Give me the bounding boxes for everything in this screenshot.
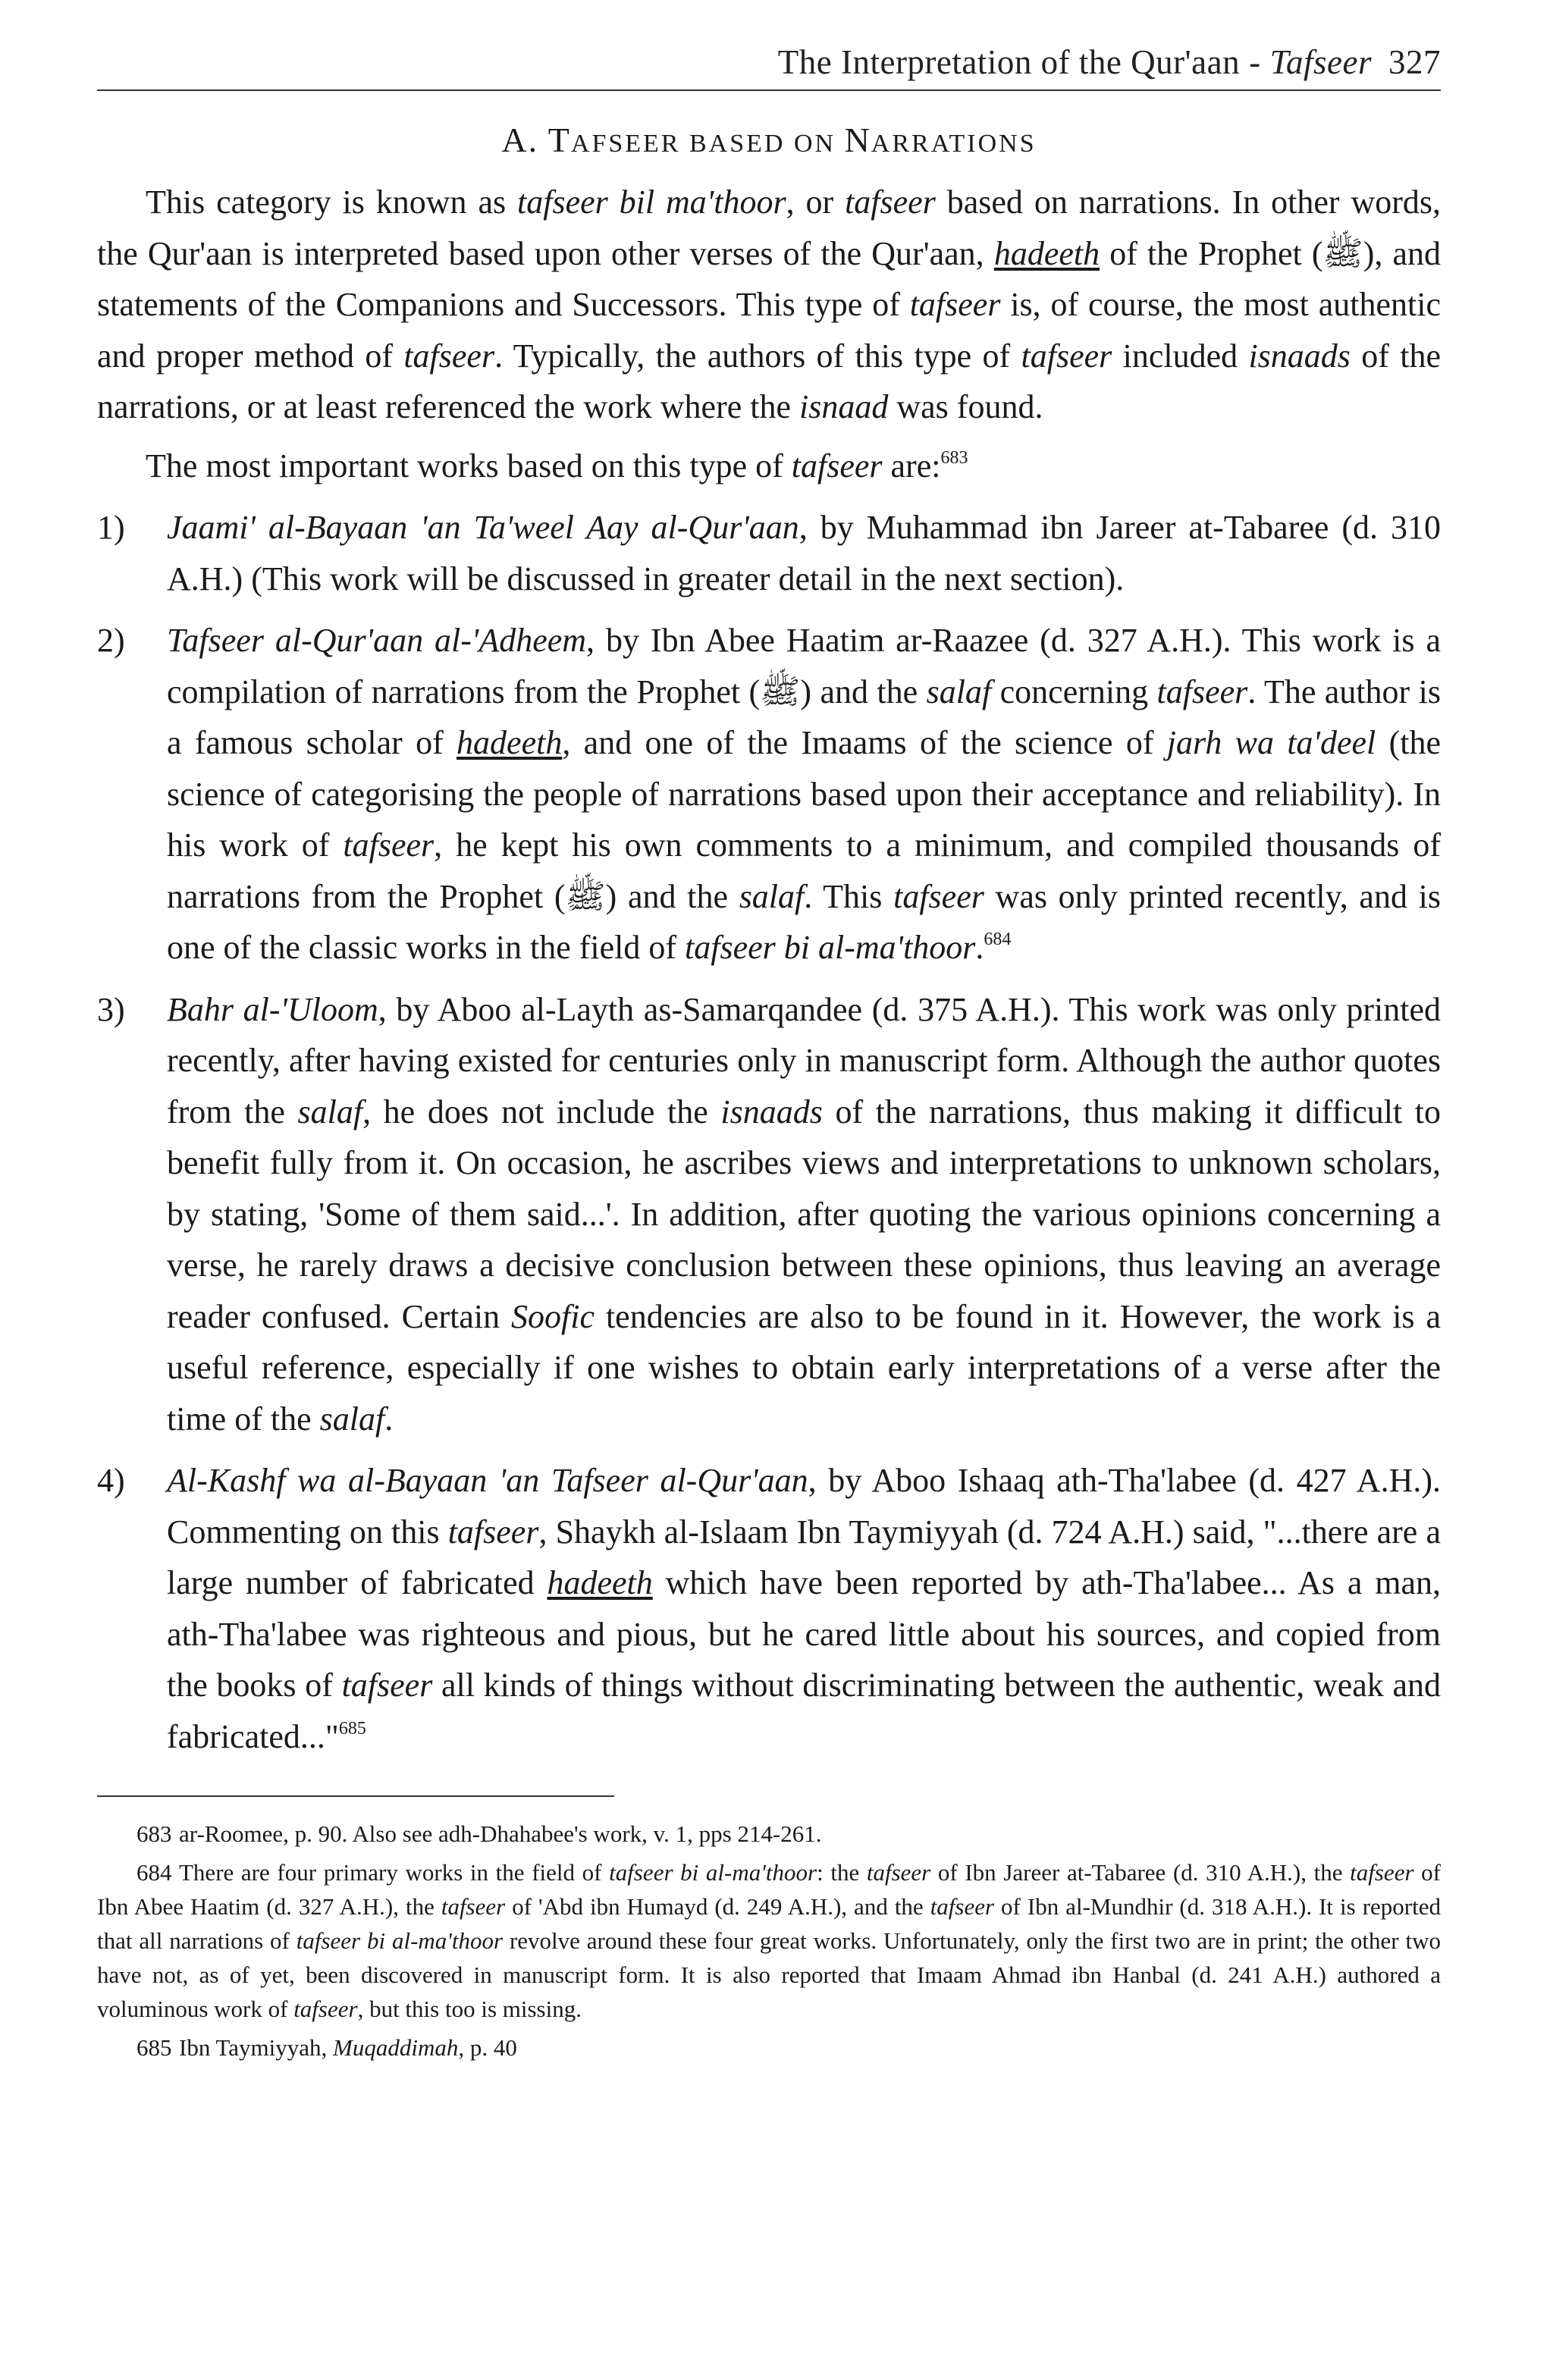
list-item-number: 2) [97,622,125,659]
running-head-title: The Interpretation of the Qur'aan [777,43,1241,81]
list-item-text: Tafseer al-Qur'aan al-'Adheem, by Ibn Abee Haatim ar-Raazee (d. 327 A.H.). This work is a compilation of narrations from the Prophet (ﷺ) and the salaf concerning tafseer. The author is a famous scholar of hadeeth, and one of the Imaams of the science of jarh wa ta'deel (the science of categorising the people of narrations based upon their acceptance and reliability). In his work of tafseer, he kept his own comments to a minimum, and compiled thousands of narrations from the Prophet (ﷺ) and the salaf. This tafseer was only printed recently, and is one of the classic works in the field of tafseer bi al-ma'thoor.$^{684}$ [167,622,1442,966]
section-heading-part-2: ARRATIONS [871,130,1037,158]
lead-paragraph: The most important works based on this type of tafseer are:$^{683}$ [146,447,968,484]
footnote-number: 685 [136,2034,172,2061]
list-item-number: 3) [97,990,125,1028]
list-item [97,502,1441,604]
footnote-683: 683 ar-Roomee, p. 90. Also see adh-Dhahabee's work, v. 1, pps 214-261. [97,1817,1441,1851]
list-item-number: 1) [97,509,125,546]
page-number: 327 [1388,43,1441,81]
intro-paragraph: This category is known as tafseer bil ma'thoor, or tafseer based on narrations. In other words, the Qur'aan is interpreted based upon other verses of the Qur'aan, hadeeth of the Prophet (ﷺ), and statements of the Companions and Successors. This type of tafseer is, of course, the most authentic and proper method of tafseer. Typically, the authors of this type of tafseer included isnaads of the narrations, or at least referenced the work where the isnaad was found. [97,183,1442,425]
footnote-685: 685 Ibn Taymiyyah, Muqaddimah, p. 40 [97,2030,1441,2065]
list-item [97,984,1441,1445]
list-item-text: Jaami' al-Bayaan 'an Ta'weel Aay al-Qur'aan, by Muhammad ibn Jareer at-Tabaree (d. 310 A.H.) (This work will be discussed in greater detail in the next section). [167,509,1441,597]
footnote-number: 684 [136,1859,172,1886]
footnote-ref-683[interactable]: 683 [940,447,968,468]
footnote-ref-684[interactable]: 684 [984,930,1012,949]
list-item-text: Bahr al-'Uloom, by Aboo al-Layth as-Samarqandee (d. 375 A.H.). This work was only printed recently, after having existed for centuries only in manuscript form. Although the author quotes from the salaf, he does not include the isnaads of the narrations, thus making it difficult to benefit fully from it. On occasion, he ascribes views and interpretations to unknown scholars, by stating, 'Some of them said...'. In addition, after quoting the various opinions concerning a verse, he rarely draws a decisive conclusion between these opinions, thus leaving an average reader confused. Certain Soofic tendencies are also to be found in it. However, the work is a useful reference, especially if one wishes to obtain early interpretations of a verse after the time of the salaf. [167,990,1442,1438]
list-item [97,1455,1441,1762]
running-head-separator: - [1249,43,1261,81]
running-head-subtitle: Tafseer [1269,43,1372,81]
section-heading [97,120,1441,160]
work-title: Bahr al-'Uloom [167,990,378,1028]
footnote-684: 684 There are four primary works in the field of tafseer bi al-ma'thoor: the tafseer of Ibn Jareer at-Tabaree (d. 310 A.H.), the tafseer of Ibn Abee Haatim (d. 327 A.H.), the tafseer of 'Abd ibn Humayd (d. 249 A.H.), and the tafseer of Ibn al-Mundhir (d. 318 A.H.). It is reported that all narrations of tafseer bi al-ma'thoor revolve around these four great works. Unfortunately, only the first two are in print; the other two have not, as of yet, been discovered in manuscript form. It is also reported that Imaam Ahmad ibn Hanbal (d. 241 A.H.) authored a voluminous work of tafseer, but this too is missing. [97,1855,1441,2026]
list-item-text: Al-Kashf wa al-Bayaan 'an Tafseer al-Qur'aan, by Aboo Ishaaq ath-Tha'labee (d. 427 A.H.). Commenting on this tafseer, Shaykh al-Islaam Ibn Taymiyyah (d. 724 A.H.) said, "...there are a large number of fabricated hadeeth which have been reported by ath-Tha'labee... As a man, ath-Tha'labee was righteous and pious, but he cared little about his sources, and copied from the books of tafseer all kinds of things without discriminating between the authentic, weak and fabricated..."$^{685}$ [167,1462,1441,1755]
footnote-number: 683 [136,1820,172,1847]
footnote-divider [97,1795,614,1797]
work-title: Tafseer al-Qur'aan al-'Adheem [167,622,587,659]
list-item-number: 4) [97,1462,125,1499]
section-heading-part-1: AFSEER BASED ON [570,130,845,158]
section-heading-initial: N [844,121,871,159]
works-list [97,502,1441,1762]
list-item [97,615,1441,974]
running-head [97,42,1441,91]
work-title: Jaami' al-Bayaan 'an Ta'weel Aay al-Qur'aan [167,509,799,546]
footnote-ref-685[interactable]: 685 [338,1718,366,1739]
book-page [97,42,1441,2065]
work-title: Al-Kashf wa al-Bayaan 'an Tafseer al-Qur'aan [167,1462,808,1499]
section-heading-letter: A. T [501,121,571,159]
